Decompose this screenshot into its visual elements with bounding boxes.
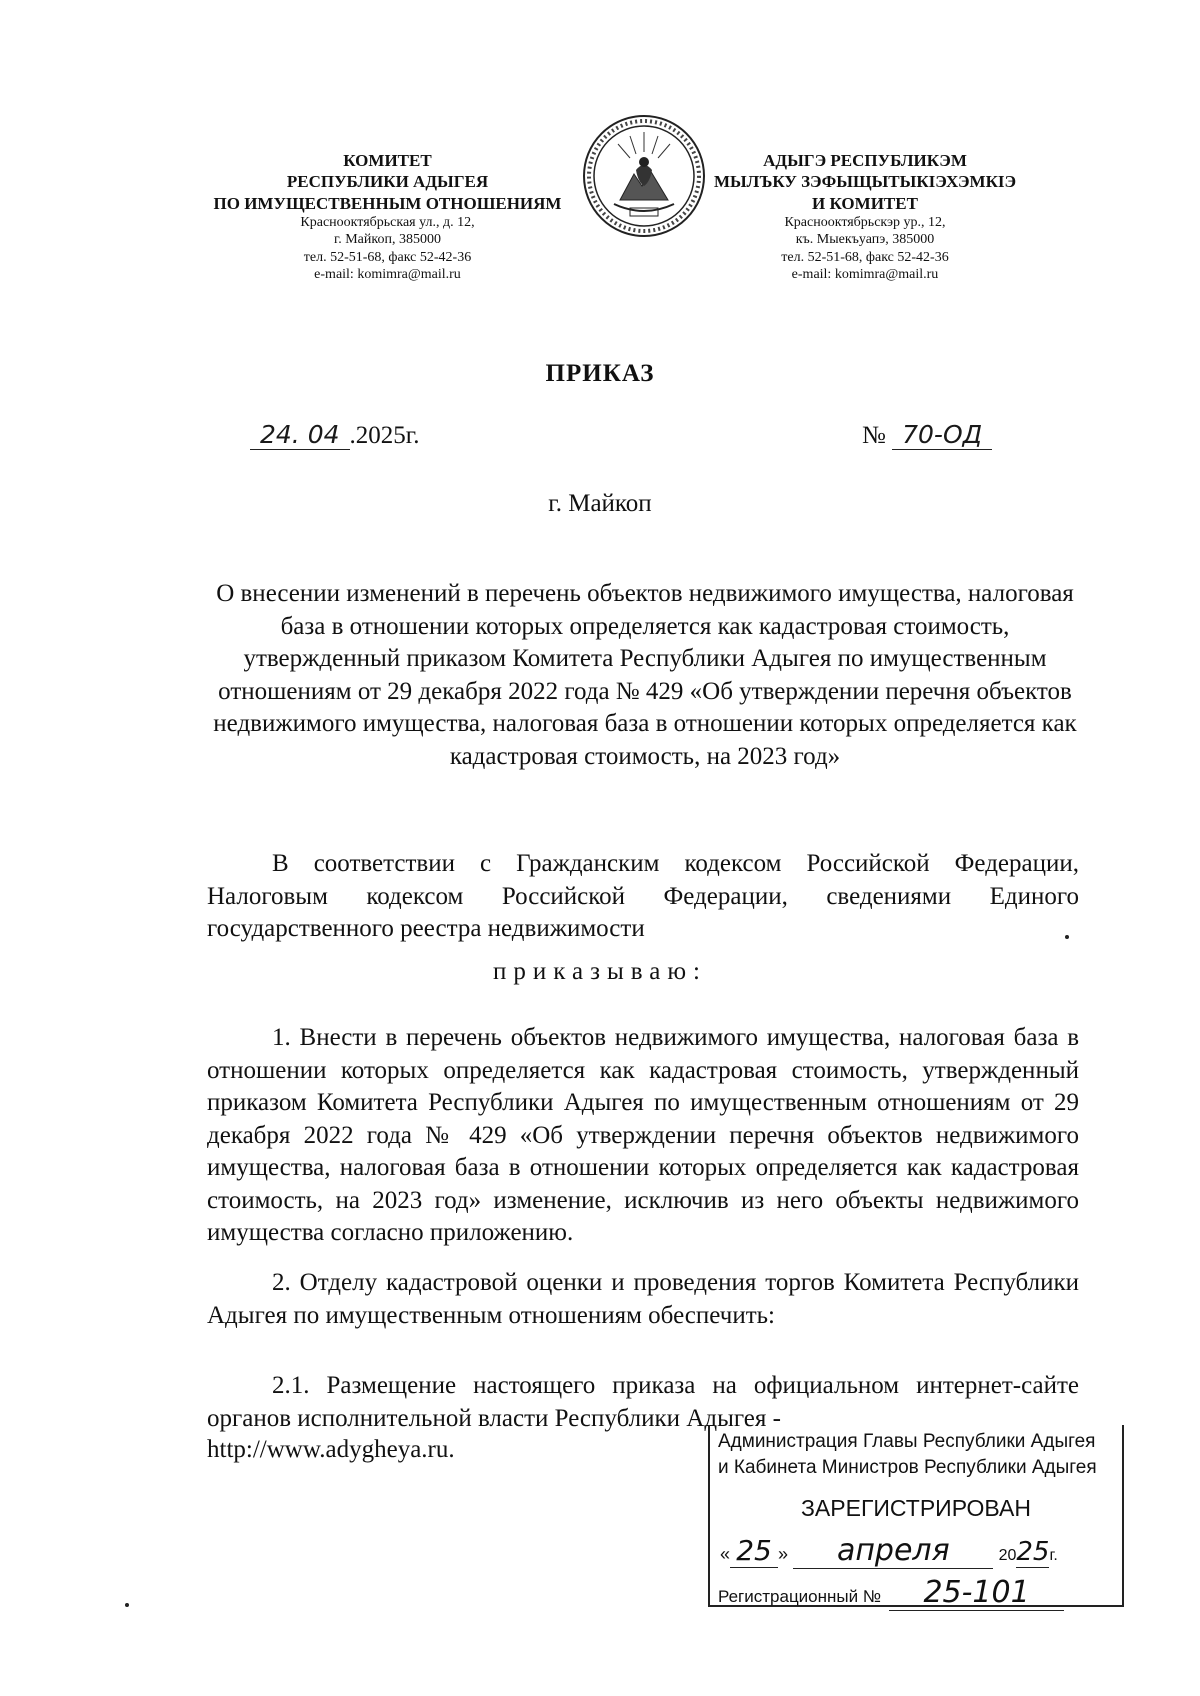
letterhead-right-line2: МЫЛЪКУ ЗЭФЫЩЫТЫКIЭХЭМКIЭ (713, 172, 1017, 192)
stamp-year-prefix: 20 (998, 1547, 1017, 1564)
letterhead-right-line3: И КОМИТЕТ (812, 193, 918, 213)
stamp-month: апреля (793, 1533, 993, 1569)
letterhead-left-phone: тел. 52-51-68, факс 52-42-36 (303, 249, 472, 265)
stamp-quote-close: » (778, 1544, 789, 1564)
order-date-handwritten: 24. 04 (250, 420, 350, 450)
stamp-registered: ЗАРЕГИСТРИРОВАН (801, 1495, 1031, 1521)
stamp-reg-label: Регистрационный № (718, 1587, 882, 1606)
item-2-paragraph: 2. Отделу кадастровой оценки и проведения торгов Комитета Республики Адыгея по имущественным отношениям обеспечить: (207, 1269, 1079, 1329)
order-date-year: .2025г. (349, 422, 420, 449)
coat-of-arms-icon (580, 112, 708, 240)
preamble-paragraph: В соответствии с Гражданским кодексом Российской Федерации, Налоговым кодексом Российской Федерации, сведениями Единого государственного реестра недвижимости (207, 850, 1079, 942)
order-number-handwritten: 70-ОД (892, 420, 992, 450)
order-number (862, 420, 992, 450)
stamp-date (720, 1533, 1120, 1569)
order-number-label: № (862, 422, 886, 449)
letterhead-right (700, 150, 1030, 284)
order-date (250, 420, 419, 450)
stamp-year-suffix: 25 (1016, 1537, 1050, 1567)
stamp-year-g: г. (1049, 1547, 1058, 1564)
stamp-reg-value: 25-101 (889, 1575, 1064, 1611)
letterhead-right-phone: тел. 52-51-68, факс 52-42-36 (781, 249, 949, 265)
scan-speck (1065, 935, 1069, 939)
registration-stamp (708, 1425, 1124, 1610)
stamp-day: 25 (730, 1534, 778, 1568)
stamp-line2: и Кабинета Министров Республики Адыгея (718, 1457, 1097, 1478)
item-2-1-paragraph: 2.1. Размещение настоящего приказа на официальном интернет-сайте органов исполнительной власти Республики Адыгея - (207, 1372, 1079, 1432)
stamp-reg-number (718, 1575, 1064, 1611)
letterhead-left-line2: РЕСПУБЛИКИ АДЫГЕЯ (286, 172, 489, 192)
letterhead-right-address2: къ. Мыекъуапэ, 385000 (795, 232, 935, 248)
order-title: ПРИКАЗ (545, 360, 655, 387)
stamp-quote-open: « (720, 1544, 731, 1564)
order-subject: О внесении изменений в перечень объектов недвижимого имущества, налоговая база в отношении которых определяется как кадастровая стоимость, утвержденный приказом Комитета Республики Адыгея по имущественным отношениям от 29 декабря 2022 года № 429 «Об утверждении перечня объектов недвижимого имущества, налоговая база в отношении которых определяется как кадастровая стоимость, на 2023 год» (213, 580, 1077, 770)
letterhead-left-line1: КОМИТЕТ (343, 151, 432, 170)
website-link[interactable]: http://www.adygheya.ru. (207, 1436, 455, 1463)
letterhead-left-address2: г. Майкоп, 385000 (334, 232, 441, 248)
scan-speck (125, 1603, 129, 1607)
letterhead-left-line3: ПО ИМУЩЕСТВЕННЫМ ОТНОШЕНИЯМ (213, 193, 562, 213)
letterhead-left-address1: Краснооктябрьская ул., д. 12, (300, 214, 475, 230)
letterhead-right-line1: АДЫГЭ РЕСПУБЛИКЭМ (763, 151, 967, 170)
letterhead-left-email: e-mail: komimra@mail.ru (314, 267, 461, 283)
letterhead-right-email: e-mail: komimra@mail.ru (791, 267, 939, 283)
letterhead-left (195, 150, 580, 284)
order-city: г. Майкоп (548, 490, 652, 517)
decree-word: приказываю: (493, 958, 707, 985)
item-1-paragraph: 1. Внести в перечень объектов недвижимого имущества, налоговая база в отношении которых определяется как кадастровая стоимость, утвержденный приказом Комитета Республики Адыгея по имущественным отношениям от 29 декабря 2022 года № 429 «Об утверждении перечня объектов недвижимого имущества, налоговая база в отношении которых определяется как кадастровая стоимость, на 2023 год» изменение, исключив из него объекты недвижимого имущества согласно приложению. (207, 1024, 1079, 1246)
letterhead-right-address1: Краснооктябрьскэр ур., 12, (784, 214, 946, 230)
stamp-line1: Администрация Главы Республики Адыгея (718, 1431, 1096, 1452)
